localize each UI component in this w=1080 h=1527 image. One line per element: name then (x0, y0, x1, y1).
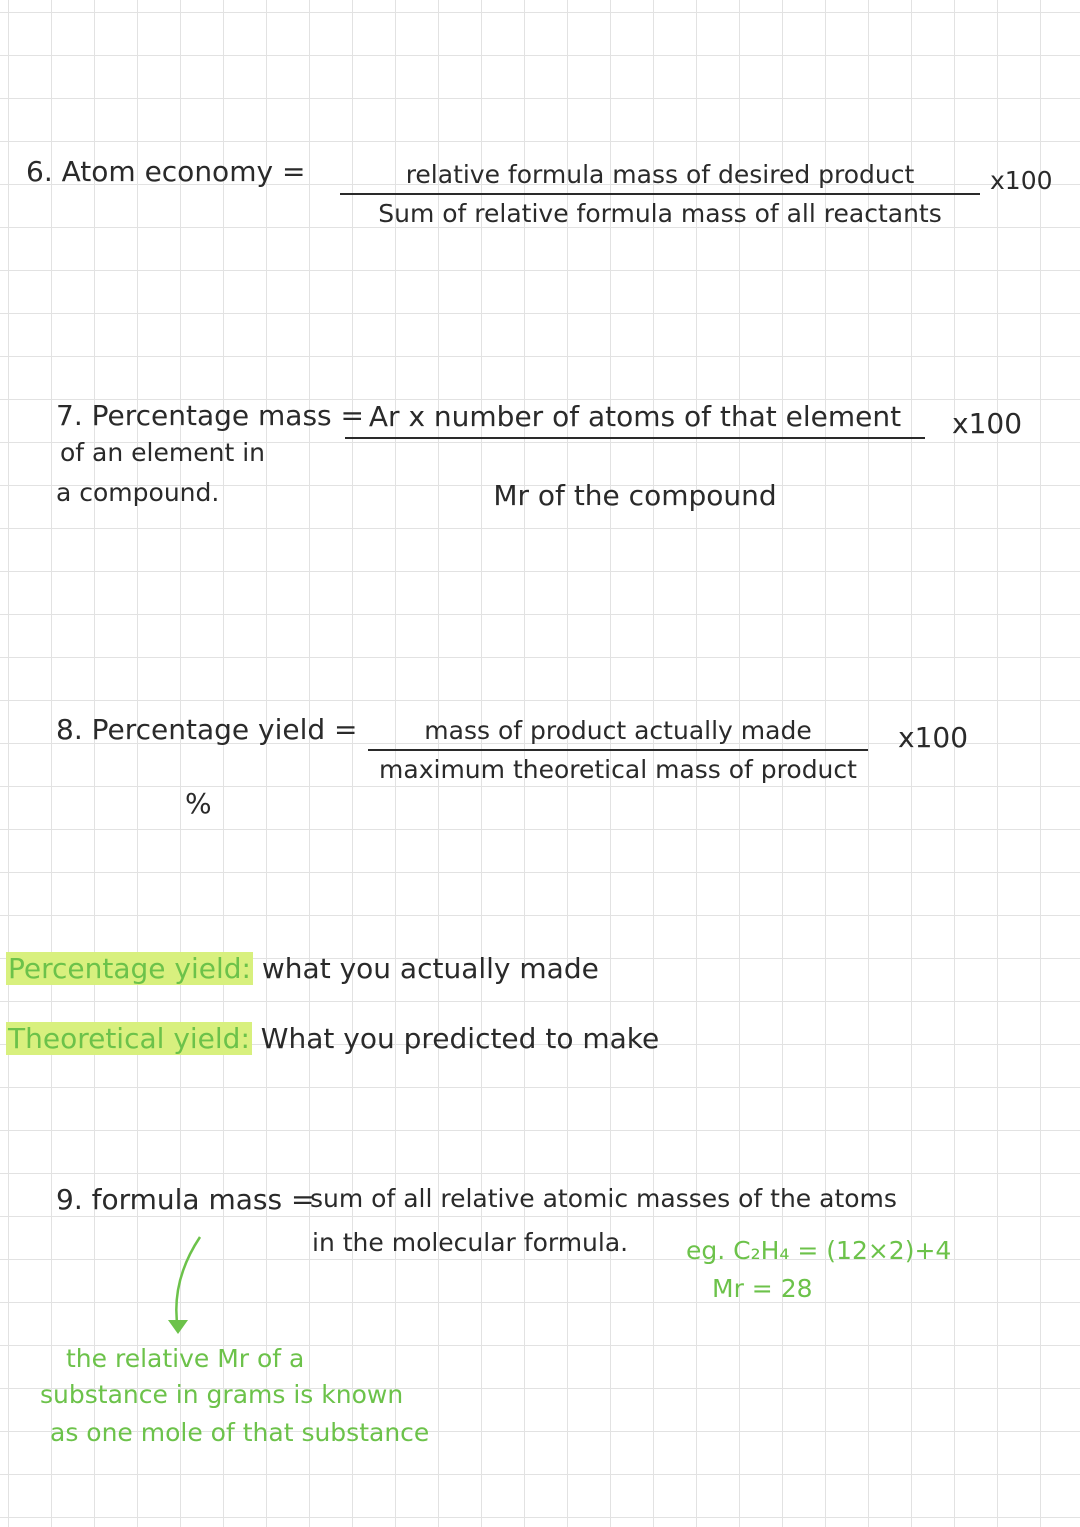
mole-note-line3: as one mole of that substance (50, 1418, 430, 1447)
percentage-yield-multiplier: x100 (898, 721, 969, 754)
definition-term: Theoretical yield: (8, 1022, 250, 1055)
percentage-mass-label: 7. Percentage mass = (56, 399, 364, 432)
percentage-yield-unit: % (185, 787, 212, 820)
percentage-mass-label-line2: of an element in (60, 438, 265, 467)
percentage-mass-numerator: Ar x number of atoms of that element (345, 400, 925, 439)
percentage-mass-denominator: Mr of the compound (493, 479, 777, 512)
arrow-icon (150, 1232, 210, 1342)
formula-mass-example: eg. C₂H₄ = (12×2)+4 (686, 1236, 952, 1265)
formula-mass-label: 9. formula mass = (56, 1183, 315, 1216)
atom-economy-denominator: Sum of relative formula mass of all reactants (378, 199, 942, 228)
percentage-mass-multiplier: x100 (952, 407, 1023, 440)
atom-economy-multiplier: x100 (990, 166, 1053, 195)
formula-mass-line2: in the molecular formula. (312, 1228, 629, 1257)
percentage-mass-label-line3: a compound. (56, 478, 220, 507)
atom-economy-fraction (340, 160, 980, 228)
percentage-yield-label: 8. Percentage yield = (56, 713, 358, 746)
atom-economy-numerator: relative formula mass of desired product (340, 160, 980, 195)
atom-economy-label: 6. Atom economy = (26, 155, 306, 188)
mole-note-line2: substance in grams is known (40, 1380, 404, 1409)
definition-term: Percentage yield: (8, 952, 251, 985)
definition-text: What you predicted to make (260, 1022, 660, 1055)
formula-mass-line1: sum of all relative atomic masses of the atoms (310, 1184, 897, 1213)
percentage-mass-fraction (345, 400, 925, 512)
definition-percentage-yield (6, 952, 599, 985)
definition-text: what you actually made (261, 952, 599, 985)
percentage-yield-denominator: maximum theoretical mass of product (379, 755, 857, 784)
formula-mass-example-result: Mr = 28 (712, 1274, 813, 1303)
percentage-yield-numerator: mass of product actually made (368, 716, 868, 751)
mole-note-line1: the relative Mr of a (66, 1344, 305, 1373)
percentage-yield-fraction (368, 716, 868, 784)
definition-theoretical-yield (6, 1022, 660, 1055)
